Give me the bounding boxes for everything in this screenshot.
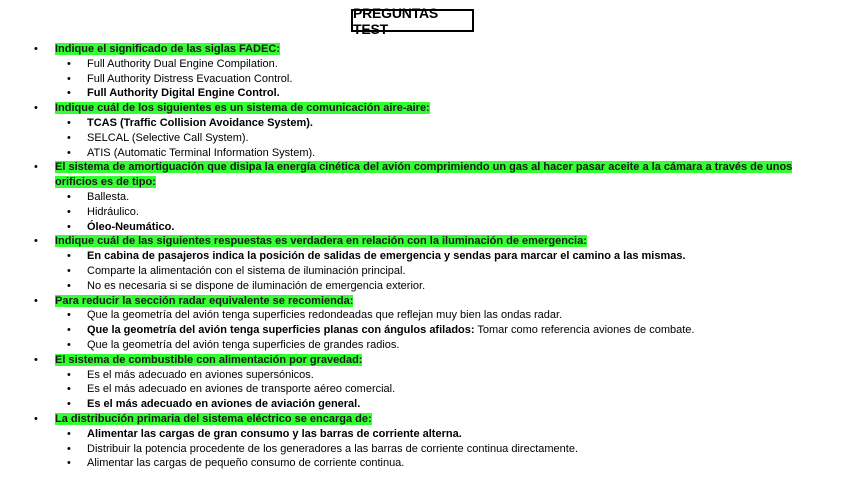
answer-text: Es el más adecuado en aviones de transporte aéreo comercial. (87, 383, 396, 396)
answer-bullet-icon: • (67, 205, 71, 218)
answer-option (0, 72, 848, 87)
answer-bullet-icon: • (67, 220, 71, 233)
answer-list (0, 190, 848, 234)
answer-option (0, 146, 848, 161)
answer-text: SELCAL (Selective Call System). (87, 131, 249, 144)
question-bullet-icon: • (34, 412, 38, 425)
answer-bullet-icon: • (67, 383, 71, 396)
answer-option (0, 456, 848, 471)
question-bullet-icon: • (34, 235, 38, 248)
question-item (0, 294, 848, 309)
question-list (0, 42, 848, 471)
answer-text: Es el más adecuado en aviones supersónicos. (87, 368, 314, 381)
answer-text: Óleo-Neumático. (87, 220, 175, 233)
answer-option (0, 308, 848, 323)
answer-text: Alimentar las cargas de gran consumo y las barras de corriente alterna. (87, 427, 462, 440)
question-item (0, 101, 848, 116)
question-text: Para reducir la sección radar equivalente se recomienda: (55, 294, 354, 307)
answer-text: TCAS (Traffic Collision Avoidance System). (87, 116, 313, 129)
answer-bullet-icon: • (67, 398, 71, 411)
answer-bullet-icon: • (67, 72, 71, 85)
question-bullet-icon: • (34, 161, 38, 174)
answer-list (0, 427, 848, 471)
answer-option (0, 264, 848, 279)
answer-bullet-icon: • (67, 57, 71, 70)
answer-bullet-icon: • (67, 250, 71, 263)
answer-text: ATIS (Automatic Terminal Information System). (87, 146, 316, 159)
answer-text: No es necesaria si se dispone de iluminación de emergencia exterior. (87, 279, 426, 292)
answer-option (0, 279, 848, 294)
answer-bullet-icon: • (67, 279, 71, 292)
answer-bullet-icon: • (67, 116, 71, 129)
answer-list (0, 249, 848, 293)
answer-option (0, 442, 848, 457)
answer-list (0, 308, 848, 352)
question-item (0, 42, 848, 57)
answer-option (0, 338, 848, 353)
answer-option (0, 131, 848, 146)
question-text: Indique cuál de los siguientes es un sistema de comunicación aire-aire: (55, 102, 430, 115)
answer-text: Hidráulico. (87, 205, 139, 218)
question-bullet-icon: • (34, 102, 38, 115)
answer-text: Full Authority Distress Evacuation Control. (87, 72, 293, 85)
answer-bullet-icon: • (67, 368, 71, 381)
answer-text: Alimentar las cargas de pequeño consumo de corriente continua. (87, 457, 405, 470)
question-item (0, 412, 848, 427)
answer-text: Comparte la alimentación con el sistema de iluminación principal. (87, 264, 406, 277)
answer-option-correct (0, 397, 848, 412)
answer-bullet-icon: • (67, 146, 71, 159)
answer-list (0, 368, 848, 412)
question-bullet-icon: • (34, 294, 38, 307)
answer-text: Distribuir la potencia procedente de los generadores a las barras de corriente continua directamente. (87, 442, 579, 455)
answer-bullet-icon: • (67, 131, 71, 144)
answer-text: Que la geometría del avión tenga superficies planas con ángulos afilados: (87, 324, 475, 337)
answer-text: En cabina de pasajeros indica la posición de salidas de emergencia y sendas para marcar el camino a las mismas. (87, 250, 686, 263)
question-text: Indique cuál de las siguientes respuestas es verdadera en relación con la iluminación de emergencia: (55, 235, 587, 248)
answer-option-correct (0, 86, 848, 101)
answer-bullet-icon: • (67, 338, 71, 351)
answer-option-correct (0, 220, 848, 235)
answer-bullet-icon: • (67, 309, 71, 322)
answer-text: Ballesta. (87, 190, 130, 203)
question-bullet-icon: • (34, 353, 38, 366)
question-text: Indique el significado de las siglas FADEC: (55, 43, 280, 55)
answer-text: Que la geometría del avión tenga superficies de grandes radios. (87, 338, 400, 351)
answer-bullet-icon: • (67, 324, 71, 337)
answer-option-correct (0, 249, 848, 264)
answer-option (0, 368, 848, 383)
answer-list (0, 116, 848, 160)
question-bullet-icon: • (34, 43, 38, 55)
answer-text: Es el más adecuado en aviones de aviación general. (87, 398, 361, 411)
answer-bullet-icon: • (67, 457, 71, 470)
question-item (0, 160, 848, 190)
answer-list (0, 57, 848, 101)
answer-bullet-icon: • (67, 190, 71, 203)
answer-option-correct (0, 427, 848, 442)
answer-option-correct (0, 116, 848, 131)
answer-option (0, 382, 848, 397)
answer-option (0, 57, 848, 72)
answer-text: Que la geometría del avión tenga superficies redondeadas que reflejan muy bien las ondas radar. (87, 309, 563, 322)
question-text: El sistema de amortiguación que disipa la energía cinética del avión comprimiendo un gas al hacer pasar aceite a la cámara a través de unos orificios es de tipo: (55, 161, 793, 189)
answer-bullet-icon: • (67, 264, 71, 277)
answer-bullet-icon: • (67, 442, 71, 455)
question-item (0, 234, 848, 249)
question-text: La distribución primaria del sistema eléctrico se encarga de: (55, 412, 372, 425)
answer-option (0, 205, 848, 220)
page-title: PREGUNTAS TEST (351, 9, 474, 32)
question-item (0, 353, 848, 368)
answer-note: Tomar como referencia aviones de combate. (474, 324, 695, 337)
answer-text: Full Authority Digital Engine Control. (87, 87, 280, 100)
answer-text: Full Authority Dual Engine Compilation. (87, 57, 278, 70)
answer-option-correct (0, 323, 848, 338)
answer-option (0, 190, 848, 205)
answer-bullet-icon: • (67, 427, 71, 440)
answer-bullet-icon: • (67, 87, 71, 100)
question-text: El sistema de combustible con alimentación por gravedad: (55, 353, 363, 366)
